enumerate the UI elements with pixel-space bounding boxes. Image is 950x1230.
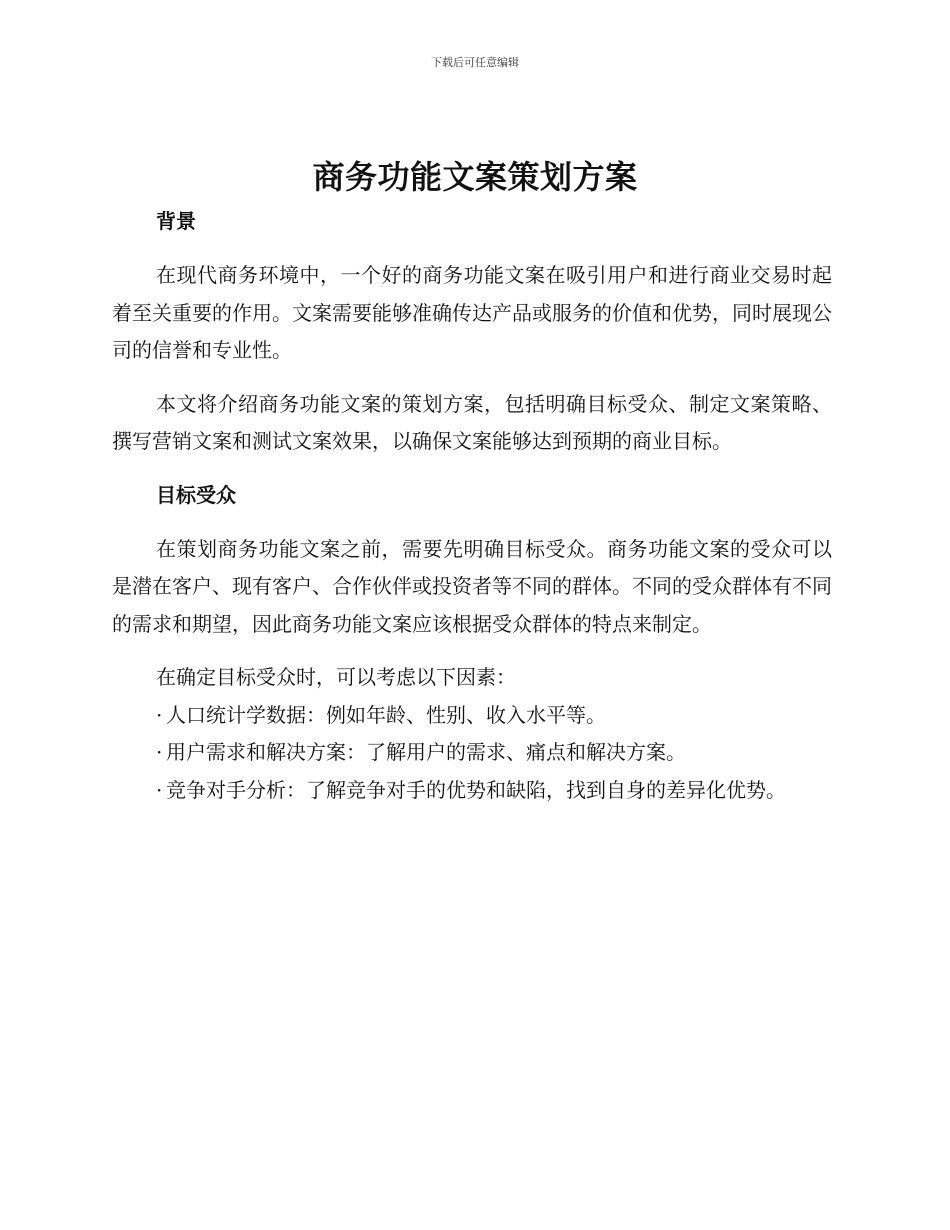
list-item-text: 竞争对手分析：了解竞争对手的优势和缺陷，找到自身的差异化优势。 [166,777,786,802]
list-item [112,734,832,772]
list-item-text: 用户需求和解决方案：了解用户的需求、痛点和解决方案。 [166,740,686,764]
list-item [112,697,832,735]
list-item-text: 人口统计学数据：例如年龄、性别、收入水平等。 [166,702,606,727]
paragraph: 在确定目标受众时，可以考虑以下因素： [156,665,516,689]
list-item [112,772,832,810]
section-heading-background: 背景 [156,209,196,233]
paragraph: 本文将介绍商务功能文案的策划方案，包括明确目标受众、制定文案策略、撰写营销文案和测试文案效果，以确保文案能够达到预期的商业目标。 [112,391,832,453]
bullet-icon: · [156,740,163,764]
paragraph: 在策划商务功能文案之前，需要先明确目标受众。商务功能文案的受众可以是潜在客户、现有客户、合作伙伴或投资者等不同的群体。不同的受众群体有不同的需求和期望，因此商务功能文案应该根据受众群体的特点来制定。 [112,536,832,636]
document-title: 商务功能文案策划方案 [312,158,638,196]
document-body [112,204,832,809]
page-header-note: 下载后可任意编辑 [431,56,519,69]
bullet-icon: · [156,702,163,727]
paragraph: 在现代商务环境中，一个好的商务功能文案在吸引用户和进行商业交易时起着至关重要的作用。文案需要能够准确传达产品或服务的价值和优势，同时展现公司的信誉和专业性。 [112,263,832,362]
bullet-icon: · [156,777,163,802]
section-heading-target-audience: 目标受众 [156,482,236,507]
